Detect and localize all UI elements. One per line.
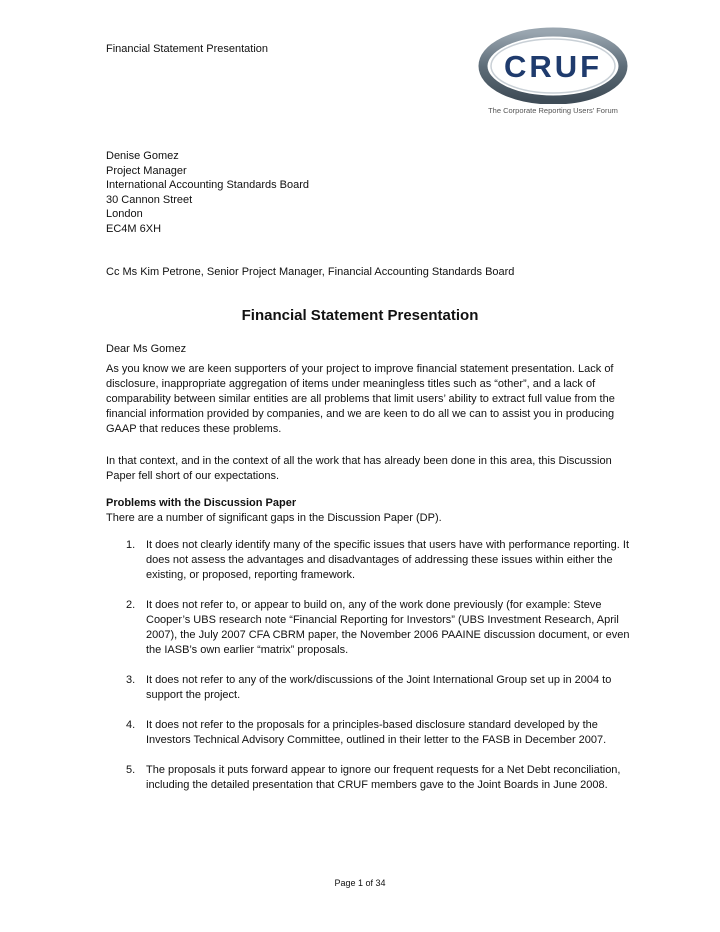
cc-line: Cc Ms Kim Petrone, Senior Project Manager, Financial Accounting Standards Board: [106, 266, 515, 278]
list-text: The proposals it puts forward appear to ignore our frequent requests for a Net Debt reconciliation, including the detailed presentation that CRUF members gave to the Joint Boards in June 2008.: [146, 764, 621, 791]
cruf-logo: [478, 26, 628, 126]
logo-text: CRUF: [503, 49, 603, 84]
problems-section: [106, 496, 631, 526]
list-number: 2.: [126, 599, 136, 611]
page-number: Page 1 of 34: [334, 878, 386, 888]
address-line: Project Manager: [106, 164, 187, 177]
address-line: London: [106, 208, 143, 221]
list-text: It does not refer to the proposals for a principles-based disclosure standard developed by the Investors Technical Advisory Committee, outlined in their letter to the FASB in December 2007.: [146, 719, 607, 746]
list-item: [106, 538, 631, 583]
list-number: 5.: [126, 764, 136, 776]
list-text: It does not clearly identify many of the specific issues that users have with performance reporting. It does not assess the advantages and disadvantages of addressing these issues within either the existing, or proposed, reporting framework.: [146, 539, 630, 581]
problems-list: [106, 538, 631, 808]
list-item: [106, 763, 631, 793]
address-line: EC4M 6XH: [106, 222, 162, 235]
paragraph: In that context, and in the context of all the work that has already been done in this area, this Discussion Paper fell short of our expectations.: [106, 455, 612, 482]
section-intro: There are a number of significant gaps in the Discussion Paper (DP).: [106, 512, 442, 524]
list-item: [106, 673, 631, 703]
running-header: Financial Statement Presentation: [106, 43, 269, 55]
cruf-logo-mark: [478, 26, 628, 104]
list-text: It does not refer to any of the work/discussions of the Joint International Group set up in 2004 to support the project.: [146, 674, 612, 701]
list-number: 1.: [126, 539, 136, 551]
section-heading: Problems with the Discussion Paper: [106, 497, 297, 509]
list-number: 4.: [126, 719, 136, 731]
address-line: 30 Cannon Street: [106, 193, 193, 206]
recipient-address: [106, 149, 309, 237]
address-line: Denise Gomez: [106, 150, 179, 162]
list-item: [106, 598, 631, 658]
paragraph: As you know we are keen supporters of your project to improve financial statement presentation. Lack of disclosure, inappropriate aggregation of items under meaningless titles such as “other”, and a lack of comparability between similar entities are all problems that limit users’ ability to extract full value from the financial information provided by companies, and we are keen to do all we can to assist you in producing GAAP that reduces these problems.: [106, 363, 615, 435]
salutation: Dear Ms Gomez: [106, 343, 187, 355]
address-line: International Accounting Standards Board: [106, 179, 310, 192]
document-title: Financial Statement Presentation: [241, 307, 479, 324]
list-number: 3.: [126, 674, 136, 686]
logo-tagline: The Corporate Reporting Users' Forum: [488, 106, 618, 115]
list-text: It does not refer to, or appear to build on, any of the work done previously (for example: Steve Cooper’s UBS research note “Financial Reporting for Investors” (UBS Investment Research, April 2007), the July 2007 CFA CBRM paper, the November 2006 PAAINE discussion document, or even the IASB’s own earlier “matrix” proposals.: [146, 599, 630, 656]
list-item: [106, 718, 631, 748]
